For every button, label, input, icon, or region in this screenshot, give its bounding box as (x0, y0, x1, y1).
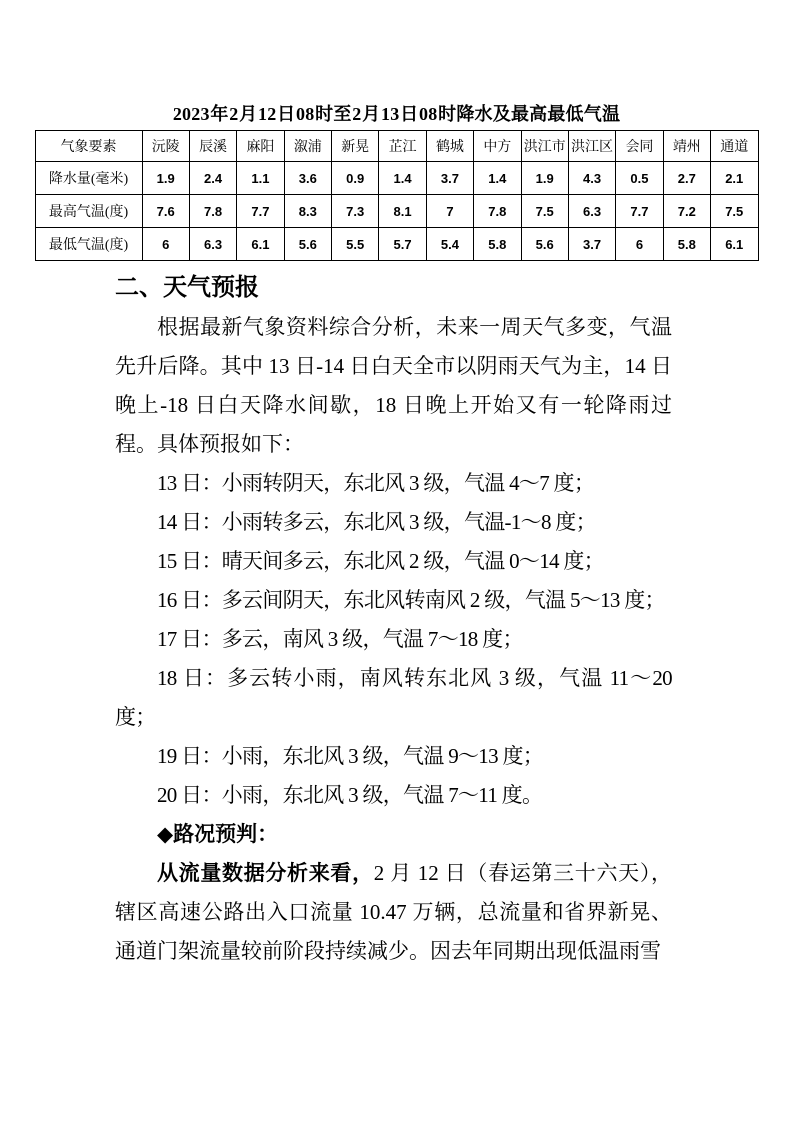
table-station-header: 会同 (616, 131, 663, 162)
value-cell: 7.7 (616, 195, 663, 228)
value-cell: 1.4 (474, 162, 521, 195)
forecast-day-line: 14 日：小雨转多云，东北风 3 级，气温-1～8 度； (157, 510, 596, 534)
value-cell: 0.5 (616, 162, 663, 195)
value-cell: 6.1 (237, 228, 284, 261)
table-row (35, 162, 758, 195)
value-cell: 1.9 (142, 162, 189, 195)
weather-table-body (35, 162, 758, 261)
road-condition-lead: 从流量数据分析来看， (157, 861, 374, 885)
value-cell: 7 (426, 195, 473, 228)
value-cell: 1.1 (237, 162, 284, 195)
value-cell: 3.6 (284, 162, 331, 195)
forecast-intro-paragraph: 根据最新气象资料综合分析，未来一周天气多变，气温先升后降。其中 13 日-14 日白天全市以阴雨天气为主，14 日晚上-18 日白天降水间歇，18 日晚上开始又有一轮降雨过程。具体预报如下： (115, 315, 672, 456)
forecast-day-line: 17 日：多云，南风 3 级，气温 7～18 度； (157, 627, 523, 651)
value-cell: 7.8 (474, 195, 521, 228)
forecast-day-line: 13 日：小雨转阴天，东北风 3 级，气温 4～7 度； (157, 471, 595, 495)
table-station-header: 洪江市 (521, 131, 568, 162)
table-station-header: 新晃 (332, 131, 379, 162)
value-cell: 0.9 (332, 162, 379, 195)
table-station-header: 鹤城 (426, 131, 473, 162)
row-label-cell: 最低气温(度) (35, 228, 142, 261)
value-cell: 6.3 (189, 228, 236, 261)
forecast-day-line: 20 日：小雨，东北风 3 级，气温 7～11 度。 (157, 783, 543, 807)
value-cell: 2.1 (711, 162, 759, 195)
value-cell: 6.1 (711, 228, 759, 261)
value-cell: 2.4 (189, 162, 236, 195)
table-station-header: 通道 (711, 131, 759, 162)
table-station-header: 中方 (474, 131, 521, 162)
table-row (35, 195, 758, 228)
value-cell: 7.7 (237, 195, 284, 228)
value-cell: 1.9 (521, 162, 568, 195)
forecast-day-line: 19 日：小雨，东北风 3 级，气温 9～13 度； (157, 744, 544, 768)
forecast-day-line: 15 日：晴天间多云，东北风 2 级，气温 0～14 度； (157, 549, 604, 573)
table-station-header: 沅陵 (142, 131, 189, 162)
value-cell: 5.5 (332, 228, 379, 261)
row-label-cell: 最高气温(度) (35, 195, 142, 228)
value-cell: 5.6 (284, 228, 331, 261)
table-station-header: 芷江 (379, 131, 426, 162)
table-title: 2023 年 2 月 12 日 08 时至 2 月 13 日 08 时降水及最高最低气温 (172, 104, 621, 124)
value-cell: 2.7 (663, 162, 710, 195)
row-label-cell: 降水量(毫米) (35, 162, 142, 195)
weather-table-header-row (35, 131, 758, 162)
value-cell: 1.4 (379, 162, 426, 195)
table-station-header: 溆浦 (284, 131, 331, 162)
table-station-header: 洪江区 (568, 131, 615, 162)
section-heading-weather-forecast: 二、天气预报 (115, 275, 259, 301)
value-cell: 7.6 (142, 195, 189, 228)
value-cell: 5.8 (663, 228, 710, 261)
table-row (35, 228, 758, 261)
value-cell: 6 (142, 228, 189, 261)
value-cell: 4.3 (568, 162, 615, 195)
value-cell: 3.7 (568, 228, 615, 261)
document-body (115, 268, 672, 971)
road-condition-body: 2 月 12 日（春运第三十六天），辖区高速公路出入口流量 10.47 万辆，总流量和省界新晃、通道门架流量较前阶段持续减少。因去年同期出现低温雨雪 (115, 861, 673, 963)
value-cell: 7.8 (189, 195, 236, 228)
value-cell: 7.5 (521, 195, 568, 228)
forecast-day-list (115, 464, 672, 815)
value-cell: 7.2 (663, 195, 710, 228)
forecast-day-line: 16 日：多云间阴天，东北风转南风 2 级，气温 5～13 度； (157, 588, 665, 612)
value-cell: 7.3 (332, 195, 379, 228)
value-cell: 8.3 (284, 195, 331, 228)
value-cell: 5.8 (474, 228, 521, 261)
weather-table (35, 130, 759, 261)
table-station-header: 麻阳 (237, 131, 284, 162)
value-cell: 6.3 (568, 195, 615, 228)
value-cell: 6 (616, 228, 663, 261)
section-heading-road-condition: ◆路况预判： (157, 822, 279, 846)
value-cell: 3.7 (426, 162, 473, 195)
table-station-header: 辰溪 (189, 131, 236, 162)
value-cell: 8.1 (379, 195, 426, 228)
value-cell: 5.4 (426, 228, 473, 261)
road-condition-paragraph (115, 854, 672, 971)
table-station-header: 靖州 (663, 131, 710, 162)
forecast-day-line: 18 日：多云转小雨，南风转东北风 3 级，气温 11～20 度； (115, 666, 672, 729)
value-cell: 7.5 (711, 195, 759, 228)
value-cell: 5.7 (379, 228, 426, 261)
table-corner-header: 气象要素 (35, 131, 142, 162)
value-cell: 5.6 (521, 228, 568, 261)
